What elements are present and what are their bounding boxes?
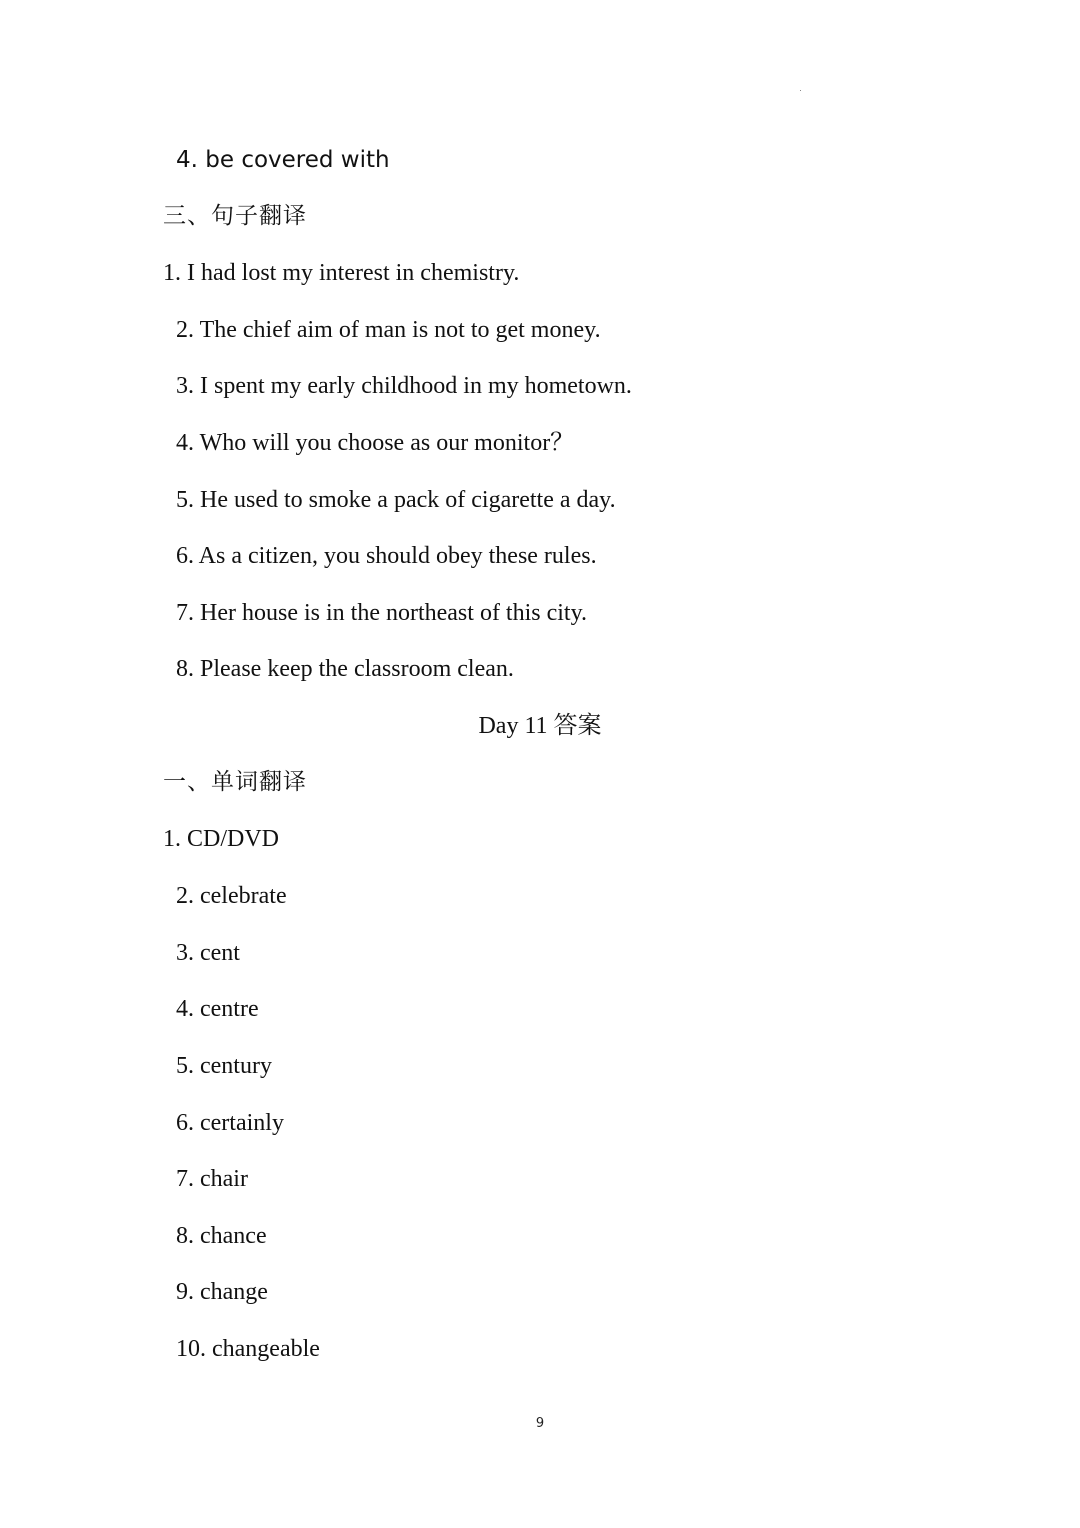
list-item: 4. centre (176, 996, 259, 1022)
list-item: 2. celebrate (176, 883, 287, 909)
list-item: 4. Who will you choose as our monitor？ (176, 430, 575, 456)
section-heading-sentence-translation: 三、句子翻译 (163, 203, 307, 229)
list-item: 3. I spent my early childhood in my hometown. (176, 373, 632, 399)
list-item: 8. Please keep the classroom clean. (176, 656, 514, 682)
list-item: 6. As a citizen, you should obey these rules. (176, 543, 597, 569)
list-item: 1. I had lost my interest in chemistry. (163, 260, 520, 286)
list-item: 6. certainly (176, 1110, 284, 1136)
list-item: 4. be covered with (176, 147, 390, 173)
page-number: 9 (535, 1416, 545, 1431)
list-item: 3. cent (176, 940, 240, 966)
list-item: 7. chair (176, 1166, 248, 1192)
list-item: 9. change (176, 1279, 268, 1305)
section-heading-word-translation: 一、单词翻译 (163, 769, 307, 795)
list-item: 5. century (176, 1053, 272, 1079)
list-item: 10. changeable (176, 1336, 320, 1362)
list-item: 1. CD/DVD (163, 826, 280, 852)
day-title: Day 11 答案 (478, 713, 602, 739)
list-item: 7. Her house is in the northeast of this city. (176, 600, 588, 626)
list-item: 5. He used to smoke a pack of cigarette a day. (176, 487, 616, 513)
list-item: 2. The chief aim of man is not to get money. (176, 317, 601, 343)
decorative-dot (800, 90, 801, 91)
list-item: 8. chance (176, 1223, 267, 1249)
